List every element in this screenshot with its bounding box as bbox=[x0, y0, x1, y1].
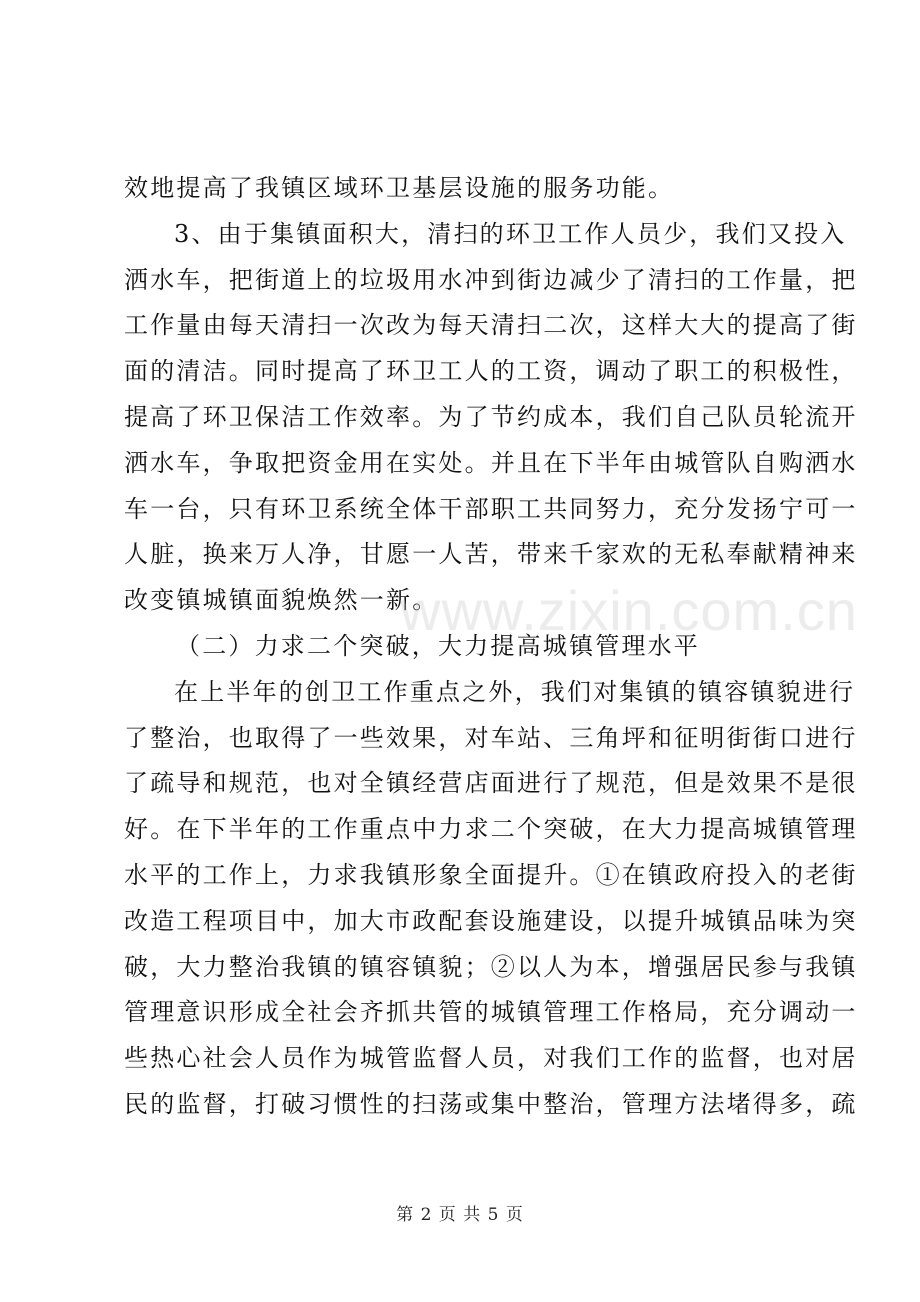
text-line: 了整治，也取得了一些效果，对车站、三角坪和征明街街口进行 bbox=[124, 723, 858, 752]
text-line: 车一台，只有环卫系统全体干部职工共同努力，充分发扬宁可一 bbox=[124, 494, 858, 523]
text-line: 民的监督，打破习惯性的扫荡或集中整治，管理方法堵得多，疏 bbox=[124, 1089, 858, 1118]
text-line: 破，大力整治我镇的镇容镇貌；②以人为本，增强居民参与我镇 bbox=[124, 952, 858, 981]
text-line: 3、由于集镇面积大，清扫的环卫工作人员少，我们又投入 bbox=[174, 219, 847, 248]
text-line: 水平的工作上，力求我镇形象全面提升。①在镇政府投入的老街 bbox=[124, 860, 858, 889]
text-line: 工作量由每天清扫一次改为每天清扫二次，这样大大的提高了街 bbox=[124, 311, 858, 340]
text-line: 好。在下半年的工作重点中力求二个突破，在大力提高城镇管理 bbox=[124, 815, 858, 844]
text-line: 洒水车，把街道上的垃圾用水冲到街边减少了清扫的工作量，把 bbox=[124, 265, 858, 294]
text-line: 人脏，换来万人净，甘愿一人苦，带来千家欢的无私奉献精神来 bbox=[124, 540, 858, 569]
text-line: 在上半年的创卫工作重点之外，我们对集镇的镇容镇貌进行 bbox=[174, 677, 856, 706]
text-line: 面的清洁。同时提高了环卫工人的工资，调动了职工的积极性， bbox=[124, 357, 858, 386]
text-line: 洒水车，争取把资金用在实处。并且在下半年由城管队自购洒水 bbox=[124, 448, 858, 477]
body-text bbox=[124, 166, 858, 1128]
section-heading: （二）力求二个突破，大力提高城镇管理水平 bbox=[176, 631, 700, 660]
watermark: www.zixin.com.cn bbox=[400, 579, 858, 642]
text-line: 管理意识形成全社会齐抓共管的城镇管理工作格局，充分调动一 bbox=[124, 998, 858, 1027]
text-line: 些热心社会人员作为城管监督人员，对我们工作的监督，也对居 bbox=[124, 1044, 858, 1073]
text-line: 改造工程项目中，加大市政配套设施建设，以提升城镇品味为突 bbox=[124, 906, 858, 935]
text-line: 效地提高了我镇区域环卫基层设施的服务功能。 bbox=[124, 174, 675, 202]
text-line: 了疏导和规范，也对全镇经营店面进行了规范，但是效果不是很 bbox=[124, 769, 858, 798]
text-line: 提高了环卫保洁工作效率。为了节约成本，我们自己队员轮流开 bbox=[124, 402, 858, 431]
page-footer: 第 2 页 共 5 页 bbox=[396, 1205, 524, 1225]
text-line: 改变镇城镇面貌焕然一新。 bbox=[124, 586, 439, 615]
